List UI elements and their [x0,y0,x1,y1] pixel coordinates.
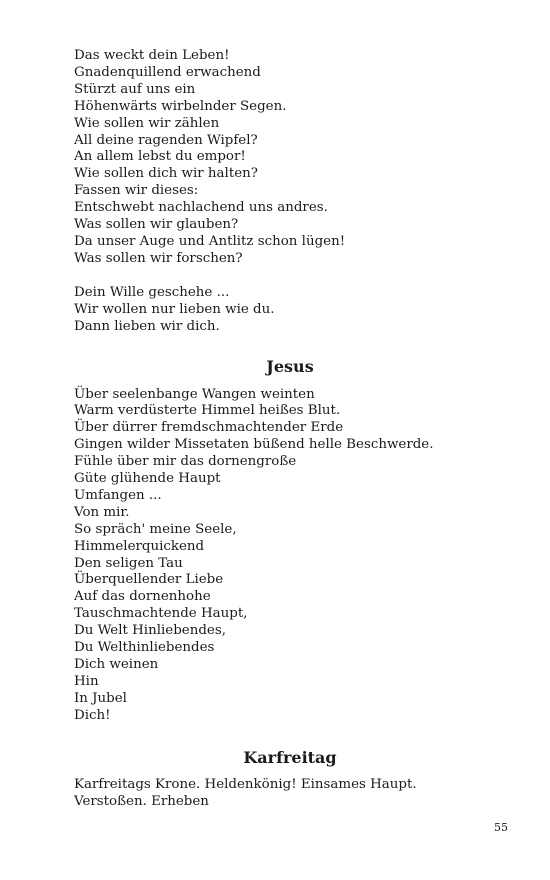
poem-title-karfreitag: Karfreitag [243,747,337,767]
poem-line: Wie sollen wir zählen [74,115,220,131]
poem-page [74,48,514,810]
stanza-one [74,48,514,268]
poem-line: Tauschmachtende Haupt, [74,606,248,622]
poem-line: Gnadenquillend erwachend [74,64,261,80]
poem-line: Wie sollen dich wir halten? [74,166,258,182]
poem-line: Das weckt dein Leben! [74,48,230,63]
poem-line: Dich weinen [74,657,159,672]
poem-line: Fühle über mir das dornengroße [74,454,297,470]
poem-line: Was sollen wir forschen? [74,250,243,266]
poem-line: Himmelerquickend [74,538,205,554]
poem-line: Güte glühende Haupt [74,471,221,487]
title-gap [74,768,514,777]
section-break [74,336,514,357]
karfreitag-poem [74,777,514,811]
poem-line: Stürzt auf uns ein [74,81,196,97]
poem-line: Du Welt Hinliebendes, [74,623,226,639]
poem-line: Hin [74,673,99,689]
poem-line: Dann lieben wir dich. [74,318,220,334]
poem-line: Wir wollen nur lieben wie du. [74,301,275,317]
poem-line: Über dürrer fremdschmachtender Erde [74,420,344,436]
section-break [74,725,514,748]
stanza-break [74,268,514,285]
poem-line: Umfangen ... [74,487,162,503]
poem-line: Überquellender Liebe [74,572,224,588]
poem-line: Da unser Auge und Antlitz schon lügen! [74,233,346,249]
poem-line: Dich! [74,707,111,723]
poem-line: Warm verdüsterte Himmel heißes Blut. [74,403,341,419]
poem-line: Du Welthinliebendes [74,640,215,656]
poem-line: So spräch' meine Seele, [74,521,237,537]
poem-line: Karfreitags Krone. Heldenkönig! Einsames Haupt. [74,776,417,792]
poem-line: Gingen wilder Missetaten büßend helle Beschwerde. [74,437,434,453]
poem-line: Dein Wille geschehe ... [74,284,230,300]
jesus-poem [74,387,514,725]
poem-line: Entschwebt nachlachend uns andres. [74,200,328,216]
poem-line: Höhenwärts wirbelnder Segen. [74,98,287,114]
poem-line: All deine ragenden Wipfel? [74,132,258,148]
poem-line: Was sollen wir glauben? [74,217,239,233]
poem-line: An allem lebst du empor! [74,149,246,165]
stanza-two [74,285,514,336]
poem-title-jesus: Jesus [266,356,314,376]
poem-line: Von mir. [74,504,130,520]
page-number: 55 [494,821,508,834]
poem-line: In Jubel [74,690,127,706]
poem-line: Den seligen Tau [74,555,183,571]
poem-line: Fassen wir dieses: [74,183,199,199]
poem-line: Auf das dornenhohe [74,589,211,605]
title-gap [74,377,514,387]
poem-line: Verstoßen. Erheben [74,793,209,809]
poem-line: Über seelenbange Wangen weinten [74,386,315,402]
